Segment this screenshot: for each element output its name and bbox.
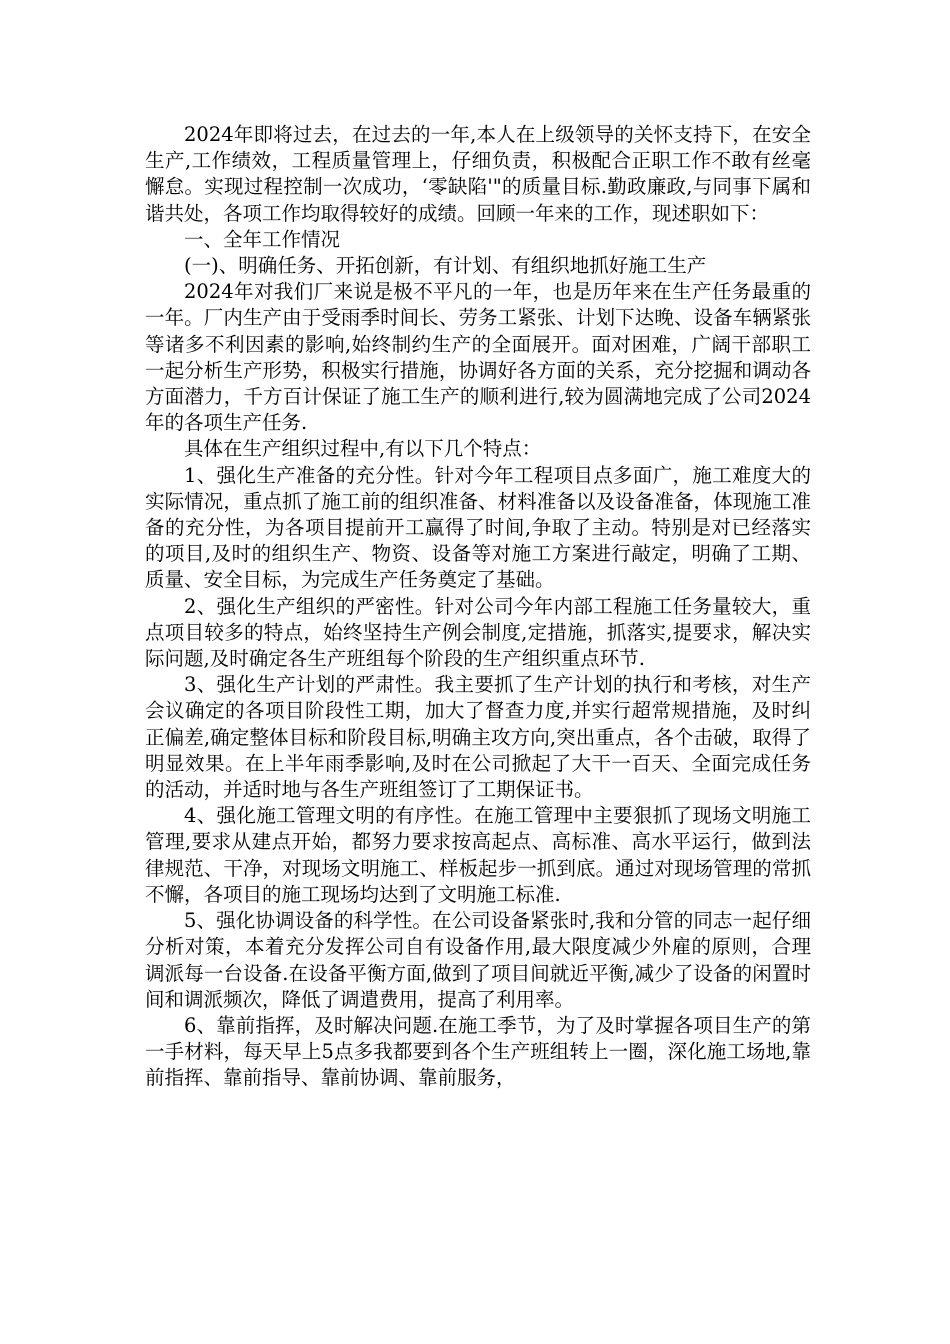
paragraph-item-6: 6、靠前指挥，及时解决问题.在施工季节，为了及时掌握各项目生产的第一手材料，每天早上5点多我都要到各个生产班组转上一圈，深化施工场地,靠前指挥、靠前指导、靠前协调、靠前服务， — [145, 1013, 811, 1090]
paragraph-features-intro: 具体在生产组织过程中,有以下几个特点： — [184, 437, 542, 461]
paragraph-item-5: 5、强化协调设备的科学性。在公司设备紧张时,我和分管的同志一起仔细分析对策，本着充分发挥公司自有设备作用,最大限度减少外雇的原则，合理调派每一台设备.在设备平衡方面,做到了项目间就近平衡,减少了设备的闲置时间和调派频次，降低了调遣费用，提高了利用率。 — [145, 909, 811, 1011]
paragraph-item-3: 3、强化生产计划的严肃性。我主要抓了生产计划的执行和考核，对生产会议确定的各项目阶段性工期，加大了督查力度,并实行超常规措施，及时纠正偏差,确定整体目标和阶段目标,明确主攻方向,突出重点，各个击破，取得了明显效果。在上半年雨季影响,及时在公司掀起了大干一百天、全面完成任务的活动，并适时地与各生产班组签订了工期保证书。 — [145, 673, 811, 802]
paragraph-item-1: 1、强化生产准备的充分性。针对今年工程项目点多面广，施工难度大的实际情况，重点抓了施工前的组织准备、材料准备以及设备准备，体现施工准备的充分性，为各项目提前开工赢得了时间,争取了主动。特别是对已经落实的项目,及时的组织生产、物资、设备等对施工方案进行敲定，明确了工期、质量、安全目标，为完成生产任务奠定了基础。 — [145, 463, 811, 592]
paragraph-item-4: 4、强化施工管理文明的有序性。在施工管理中主要狠抓了现场文明施工管理,要求从建点开始，都努力要求按高起点、高标准、高水平运行，做到法律规范、干净，对现场文明施工、样板起步一抓到底。通过对现场管理的常抓不懈，各项目的施工现场均达到了文明施工标准. — [145, 804, 811, 906]
heading-section-1: 一、全年工作情况 — [184, 227, 341, 251]
paragraph-intro: 2024年即将过去，在过去的一年,本人在上级领导的关怀支持下，在安全生产,工作绩效，工程质量管理上，仔细负责，积极配合正职工作不敢有丝毫懈怠。实现过程控制一次成功，‘零缺陷'"的质量目标.勤政廉政,与同事下属和谐共处，各项工作均取得较好的成绩。回顾一年来的工作，现述职如下： — [145, 123, 811, 225]
document-body — [145, 122, 811, 1092]
paragraph-item-2: 2、强化生产组织的严密性。针对公司今年内部工程施工任务量较大，重点项目较多的特点，始终坚持生产例会制度,定措施，抓落实,提要求，解决实际问题,及时确定各生产班组每个阶段的生产组织重点环节. — [145, 594, 811, 671]
paragraph-overview: 2024年对我们厂来说是极不平凡的一年，也是历年来在生产任务最重的一年。厂内生产由于受雨季时间长、劳务工紧张、计划下达晚、设备车辆紧张等诸多不利因素的影响,始终制约生产的全面展开。面对困难，广阔干部职工一起分析生产形势，积极实行措施，协调好各方面的关系，充分挖掘和调动各方面潜力，千方百计保证了施工生产的顺利进行,较为圆满地完成了公司2024年的各项生产任务. — [145, 280, 811, 435]
heading-subsection-1: (一)、明确任务、开拓创新，有计划、有组织地抓好施工生产 — [184, 254, 707, 278]
